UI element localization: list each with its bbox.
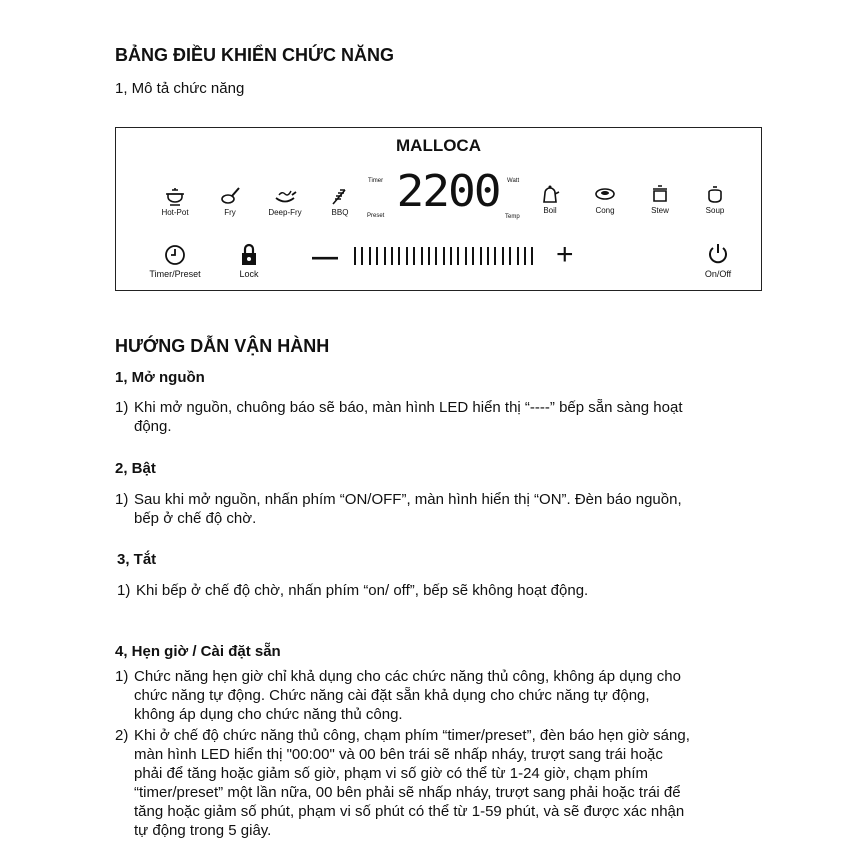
function-label: Cong bbox=[595, 206, 615, 215]
list-item: 1) Chức năng hẹn giờ chỉ khả dụng cho các chức năng thủ công, không áp dụng cho chức năng tự động. Chức năng cài đặt sẵn khả dụng cho chức năng tự động, không áp dụng cho chức năng thủ công. bbox=[115, 668, 681, 723]
power-slider bbox=[354, 247, 533, 265]
power-icon bbox=[706, 242, 730, 266]
control-panel-diagram bbox=[115, 127, 762, 291]
function-deep-fry bbox=[255, 186, 315, 217]
soup-pot-icon bbox=[704, 184, 726, 204]
function-label: Fry bbox=[224, 208, 236, 217]
hot-pot-icon bbox=[164, 186, 186, 206]
section-title: 1, Mở nguồn bbox=[115, 369, 205, 386]
preset-indicator-label: Preset bbox=[367, 213, 385, 219]
on-off-label: On/Off bbox=[704, 269, 732, 279]
function-fry bbox=[200, 186, 260, 217]
plus-key: + bbox=[556, 238, 574, 271]
function-label: Soup bbox=[705, 206, 725, 215]
temp-indicator-label: Temp bbox=[505, 214, 520, 220]
kettle-icon bbox=[539, 184, 561, 204]
function-cong bbox=[575, 184, 635, 215]
operation-heading: HƯỚNG DẪN VẬN HÀNH bbox=[115, 336, 330, 356]
function-soup bbox=[685, 184, 745, 215]
section-title: 3, Tắt bbox=[117, 551, 157, 568]
function-hot-pot bbox=[145, 186, 205, 217]
bbq-icon bbox=[329, 186, 351, 206]
watt-indicator-label: Watt bbox=[507, 178, 520, 184]
function-label: Deep-Fry bbox=[268, 208, 302, 217]
function-boil bbox=[520, 184, 580, 215]
function-bbq bbox=[310, 186, 370, 217]
minus-key: — bbox=[312, 241, 338, 271]
section-title: 4, Hẹn giờ / Cài đặt sẵn bbox=[115, 643, 281, 660]
fry-icon bbox=[219, 186, 241, 206]
on-off-key bbox=[698, 242, 738, 279]
lock-icon bbox=[239, 243, 259, 267]
timer-preset-label: Timer/Preset bbox=[149, 269, 201, 279]
function-label: Stew bbox=[651, 206, 669, 215]
deep-fry-icon bbox=[273, 186, 297, 206]
function-stew bbox=[630, 184, 690, 215]
section-title: 2, Bật bbox=[115, 460, 156, 477]
panel-heading: BẢNG ĐIỀU KHIỂN CHỨC NĂNG bbox=[115, 45, 394, 65]
list-item: 1) Khi bếp ở chế độ chờ, nhấn phím “on/ off”, bếp sẽ không hoạt động. bbox=[117, 582, 589, 599]
list-item: 2) Khi ở chế độ chức năng thủ công, chạm phím “timer/preset”, đèn báo hẹn giờ sáng, màn hình LED hiển thị "00:00" và 00 bên trái sẽ nhấp nháy, trượt sang trái hoặc phải để tăng hoặc giảm số giờ, phạm vi số giờ có thể từ 1-24 giờ, chạm phím “timer/preset” một lần nữa, 00 bên phải sẽ nhấp nháy, trượt sang phải hoặc trái để tăng hoặc giảm số phút, phạm vi số phút có thể từ 1-59 phút, và sẽ được xác nhận tự động trong 5 giây. bbox=[115, 727, 690, 839]
brand-name: MALLOCA bbox=[396, 136, 481, 155]
led-display: 2200 bbox=[396, 166, 500, 217]
panel-subheading: 1, Mô tả chức năng bbox=[115, 80, 245, 97]
clock-icon bbox=[164, 244, 186, 266]
timer-preset-key bbox=[142, 244, 208, 279]
timer-indicator-label: Timer bbox=[368, 178, 384, 184]
bowl-icon bbox=[593, 184, 617, 204]
function-label: Boil bbox=[543, 206, 557, 215]
function-label: Hot-Pot bbox=[161, 208, 189, 217]
lock-label: Lock bbox=[239, 269, 259, 279]
stew-pot-icon bbox=[649, 184, 671, 204]
list-item: 1) Khi mở nguồn, chuông báo sẽ báo, màn hình LED hiển thị “----” bếp sẵn sàng hoạt động. bbox=[115, 399, 683, 435]
list-item: 1) Sau khi mở nguồn, nhấn phím “ON/OFF”, màn hình hiển thị “ON”. Đèn báo nguồn, bếp ở chế độ chờ. bbox=[115, 491, 682, 527]
function-label: BBQ bbox=[331, 208, 349, 217]
lock-key bbox=[231, 243, 267, 279]
